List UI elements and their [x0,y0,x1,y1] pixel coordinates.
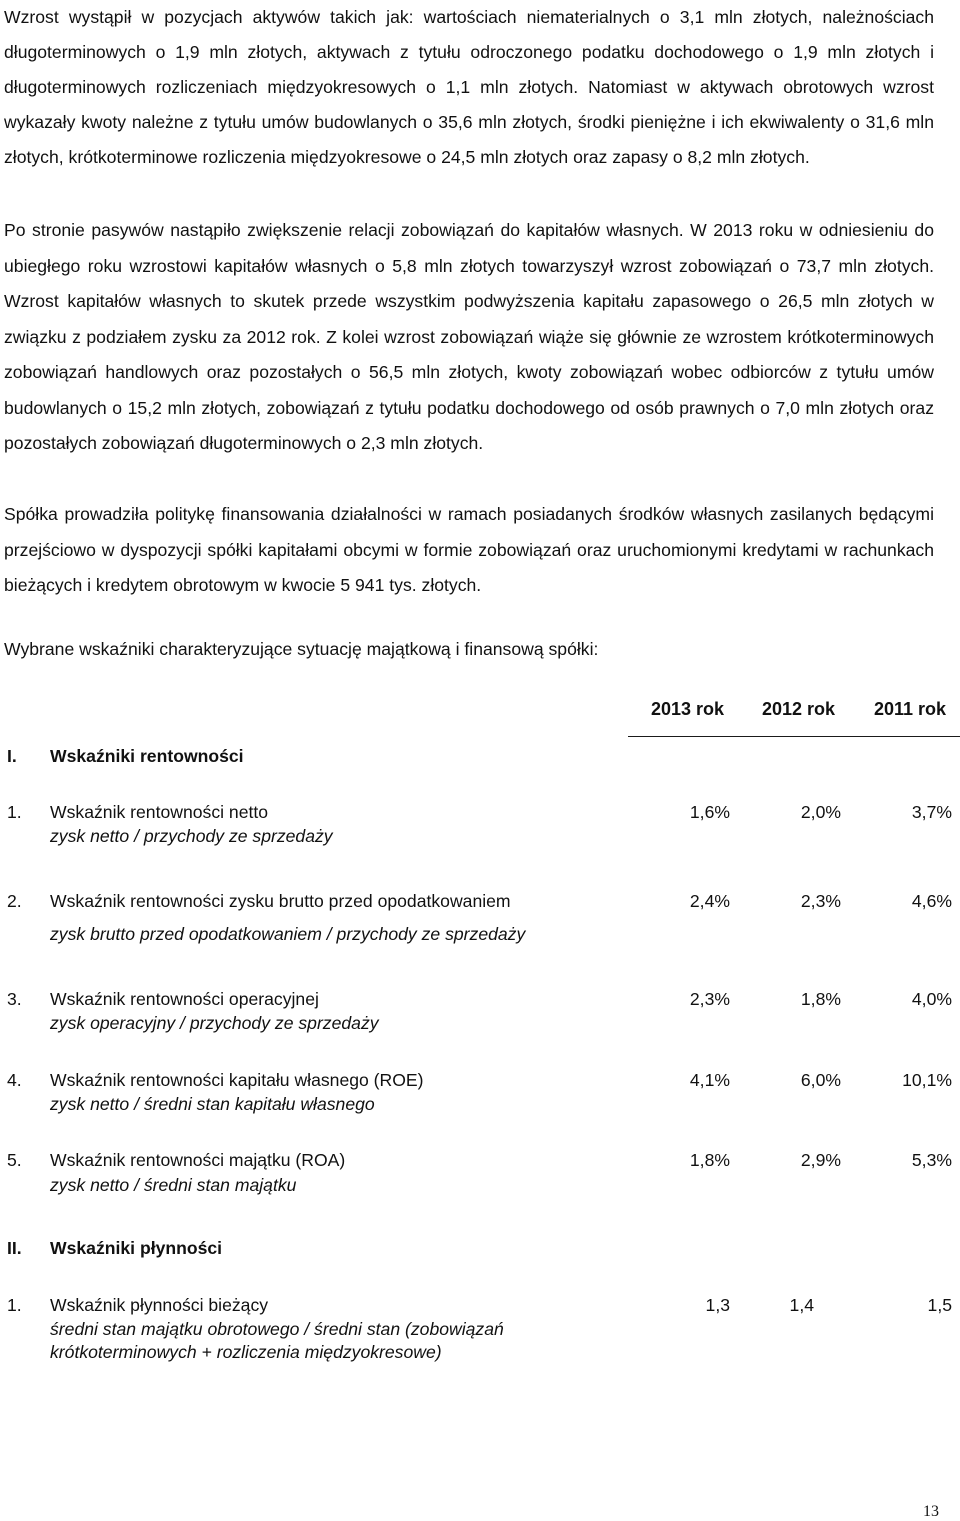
paragraph-financing-policy: Spółka prowadziła politykę finansowania działalności w ramach posiadanych środków własnych zasilanych będącymi przejściowo w dyspozycji spółki kapitałami obcymi w formie zobowiązań oraz uruchomionymi kredytami w rachunkach bieżących i kredytem obrotowym w kwocie 5 941 tys. złotych. [4,504,934,595]
value-2011: 4,0% [911,989,952,1009]
value-2012: 2,0% [800,802,841,822]
section-title-profitability: Wskaźniki rentowności [50,746,244,766]
indicator-name: Wskaźnik rentowności netto [50,802,269,822]
value-2013: 2,3% [689,989,730,1009]
indicator-formula: zysk operacyjny / przychody ze sprzedaży [50,1013,379,1033]
value-2011: 5,3% [911,1150,952,1170]
column-header-2011: 2011 rok [873,699,946,719]
table-intro-text: Wybrane wskaźniki charakteryzujące sytuację majątkową i finansową spółki: [4,639,599,659]
value-2013: 1,6% [689,802,730,822]
value-2012: 2,9% [800,1150,841,1170]
indicator-name: Wskaźnik rentowności operacyjnej [50,989,319,1009]
row-number: 1. [7,1295,22,1315]
column-header-2013: 2013 rok [650,699,724,719]
indicator-name: Wskaźnik rentowności kapitału własnego (ROE) [50,1070,424,1090]
indicator-formula: zysk netto / średni stan kapitału własnego [50,1094,375,1114]
value-2013: 2,4% [689,891,730,911]
value-2011: 1,5 [927,1295,952,1315]
paragraph-asset-growth: Wzrost wystąpił w pozycjach aktywów takich jak: wartościach niematerialnych o 3,1 mln złotych, należnościach długoterminowych o 1,9 mln złotych, aktywach z tytułu odroczonego podatku dochodowego o 1,9 mln złotych i długoterminowych rozliczeniach międzyokresowych o 1,1 mln złotych. Natomiast w aktywach obrotowych wzrost wykazały kwoty należne z tytułu umów budowlanych o 35,6 mln złotych, środki pieniężne i ich ekwiwalenty o 31,6 mln złotych, krótkoterminowe rozliczenia międzyokresowe o 24,5 mln złotych oraz zapasy o 8,2 mln złotych. [4,7,934,167]
indicator-formula: zysk netto / przychody ze sprzedaży [50,826,333,846]
page-number: 13 [923,1503,939,1520]
paragraph-liabilities: Po stronie pasywów nastąpiło zwiększenie relacji zobowiązań do kapitałów własnych. W 2013 roku w odniesieniu do ubiegłego roku wzrostowi kapitałów własnych o 5,8 mln złotych towarzyszył wzrost zobowiązań o 73,7 mln złotych. Wzrost kapitałów własnych to skutek przede wszystkim podwyższenia kapitału zapasowego o 26,5 mln złotych w związku z podziałem zysku za 2012 rok. Z kolei wzrost zobowiązań wiąże się głównie ze wzrostem krótkoterminowych zobowiązań handlowych oraz pozostałych o 56,5 mln złotych, kwoty zobowiązań wobec odbiorców z tytułu umów budowlanych o 15,2 mln złotych, zobowiązań z tytułu podatku dochodowego od osób prawnych o 7,0 mln złotych oraz pozostałych zobowiązań długoterminowych o 2,3 mln złotych. [4,220,934,453]
row-number: 4. [7,1070,22,1090]
value-2012: 2,3% [800,891,841,911]
value-2013: 1,3 [705,1295,730,1315]
section-title-liquidity: Wskaźniki płynności [50,1238,223,1258]
value-2011: 3,7% [911,802,952,822]
indicator-name: Wskaźnik płynności bieżący [50,1295,269,1315]
value-2013: 1,8% [689,1150,730,1170]
value-2012: 1,4 [789,1295,814,1315]
row-number: 5. [7,1150,22,1170]
row-number: 2. [7,891,22,911]
indicator-name: Wskaźnik rentowności majątku (ROA) [50,1150,346,1170]
table-header-rule [628,736,960,737]
value-2013: 4,1% [689,1070,730,1090]
row-number: 1. [7,802,22,822]
value-2012: 1,8% [800,989,841,1009]
indicator-formula-line-2: krótkoterminowych + rozliczenia międzyokresowe) [50,1342,442,1362]
value-2012: 6,0% [800,1070,841,1090]
section-numeral: II. [7,1238,22,1258]
indicator-formula: zysk netto / średni stan majątku [50,1175,297,1195]
indicator-formula-line-1: średni stan majątku obrotowego / średni stan (zobowiązań [50,1319,504,1339]
value-2011: 10,1% [902,1070,952,1090]
column-header-2012: 2012 rok [761,699,835,719]
row-number: 3. [7,989,22,1009]
value-2011: 4,6% [911,891,952,911]
section-numeral: I. [7,746,17,766]
indicator-formula: zysk brutto przed opodatkowaniem / przychody ze sprzedaży [50,924,526,944]
indicator-name: Wskaźnik rentowności zysku brutto przed opodatkowaniem [50,891,511,911]
